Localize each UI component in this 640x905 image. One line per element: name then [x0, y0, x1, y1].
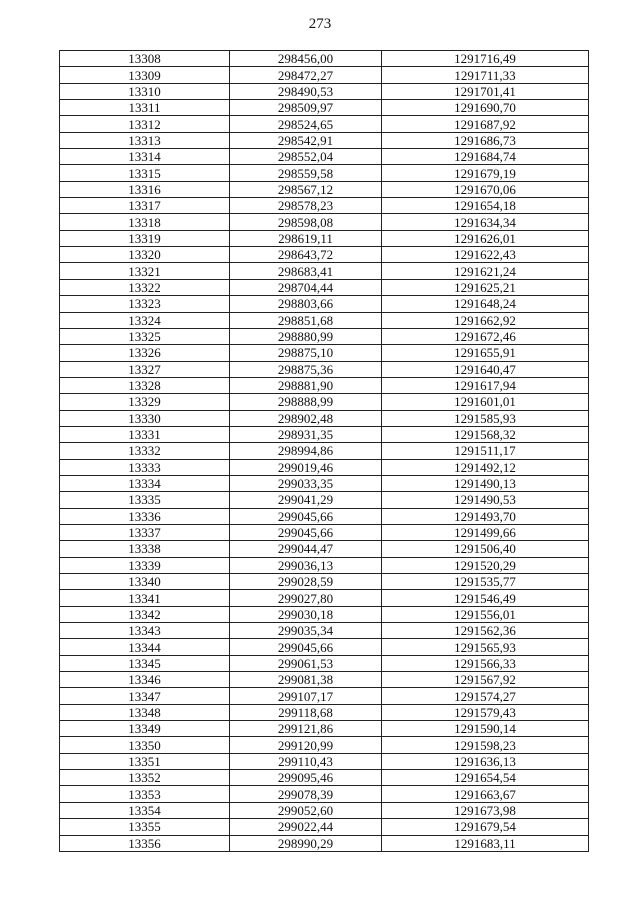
y-coordinate-cell: 1291686,73	[382, 132, 589, 148]
y-coordinate-cell: 1291670,06	[382, 181, 589, 197]
table-row	[60, 165, 589, 181]
table-row	[60, 557, 589, 573]
table-row	[60, 623, 589, 639]
point-number-cell: 13350	[60, 737, 230, 753]
x-coordinate-cell: 298578,23	[230, 198, 382, 214]
point-number-cell: 13341	[60, 590, 230, 606]
y-coordinate-cell: 1291662,92	[382, 312, 589, 328]
point-number-cell: 13355	[60, 819, 230, 835]
table-row	[60, 819, 589, 835]
table-row	[60, 51, 589, 67]
x-coordinate-cell: 299033,35	[230, 475, 382, 491]
point-number-cell: 13318	[60, 214, 230, 230]
y-coordinate-cell: 1291499,66	[382, 524, 589, 540]
x-coordinate-cell: 298456,00	[230, 51, 382, 67]
point-number-cell: 13317	[60, 198, 230, 214]
table-row	[60, 100, 589, 116]
x-coordinate-cell: 299044,47	[230, 541, 382, 557]
x-coordinate-cell: 298643,72	[230, 247, 382, 263]
y-coordinate-cell: 1291574,27	[382, 688, 589, 704]
y-coordinate-cell: 1291648,24	[382, 296, 589, 312]
point-number-cell: 13324	[60, 312, 230, 328]
point-number-cell: 13328	[60, 377, 230, 393]
table-row	[60, 230, 589, 246]
point-number-cell: 13334	[60, 475, 230, 491]
x-coordinate-cell: 299035,34	[230, 623, 382, 639]
x-coordinate-cell: 299041,29	[230, 492, 382, 508]
table-row	[60, 394, 589, 410]
x-coordinate-cell: 299061,53	[230, 655, 382, 671]
table-row	[60, 426, 589, 442]
point-number-cell: 13329	[60, 394, 230, 410]
y-coordinate-cell: 1291690,70	[382, 100, 589, 116]
point-number-cell: 13325	[60, 328, 230, 344]
point-number-cell: 13352	[60, 770, 230, 786]
table-row	[60, 802, 589, 818]
table-row	[60, 786, 589, 802]
y-coordinate-cell: 1291546,49	[382, 590, 589, 606]
y-coordinate-cell: 1291654,18	[382, 198, 589, 214]
x-coordinate-cell: 299045,66	[230, 508, 382, 524]
y-coordinate-cell: 1291679,19	[382, 165, 589, 181]
x-coordinate-cell: 299052,60	[230, 802, 382, 818]
point-number-cell: 13319	[60, 230, 230, 246]
table-row	[60, 639, 589, 655]
x-coordinate-cell: 298567,12	[230, 181, 382, 197]
y-coordinate-cell: 1291562,36	[382, 623, 589, 639]
y-coordinate-cell: 1291625,21	[382, 279, 589, 295]
point-number-cell: 13320	[60, 247, 230, 263]
table-row	[60, 198, 589, 214]
point-number-cell: 13348	[60, 704, 230, 720]
table-row	[60, 67, 589, 83]
x-coordinate-cell: 299027,80	[230, 590, 382, 606]
x-coordinate-cell: 299022,44	[230, 819, 382, 835]
table-row	[60, 83, 589, 99]
point-number-cell: 13338	[60, 541, 230, 557]
x-coordinate-cell: 299045,66	[230, 639, 382, 655]
x-coordinate-cell: 298704,44	[230, 279, 382, 295]
y-coordinate-cell: 1291687,92	[382, 116, 589, 132]
point-number-cell: 13333	[60, 459, 230, 475]
point-number-cell: 13335	[60, 492, 230, 508]
table-row	[60, 279, 589, 295]
y-coordinate-cell: 1291617,94	[382, 377, 589, 393]
table-row	[60, 590, 589, 606]
point-number-cell: 13327	[60, 361, 230, 377]
table-row	[60, 835, 589, 851]
y-coordinate-cell: 1291679,54	[382, 819, 589, 835]
y-coordinate-cell: 1291655,91	[382, 345, 589, 361]
x-coordinate-cell: 298990,29	[230, 835, 382, 851]
table-row	[60, 541, 589, 557]
point-number-cell: 13353	[60, 786, 230, 802]
table-row	[60, 672, 589, 688]
x-coordinate-cell: 299019,46	[230, 459, 382, 475]
point-number-cell: 13310	[60, 83, 230, 99]
y-coordinate-cell: 1291520,29	[382, 557, 589, 573]
point-number-cell: 13326	[60, 345, 230, 361]
x-coordinate-cell: 298683,41	[230, 263, 382, 279]
table-row	[60, 116, 589, 132]
x-coordinate-cell: 298524,65	[230, 116, 382, 132]
y-coordinate-cell: 1291490,53	[382, 492, 589, 508]
table-row	[60, 574, 589, 590]
x-coordinate-cell: 298888,99	[230, 394, 382, 410]
y-coordinate-cell: 1291683,11	[382, 835, 589, 851]
x-coordinate-cell: 298619,11	[230, 230, 382, 246]
x-coordinate-cell: 299030,18	[230, 606, 382, 622]
point-number-cell: 13312	[60, 116, 230, 132]
y-coordinate-cell: 1291556,01	[382, 606, 589, 622]
x-coordinate-cell: 298490,53	[230, 83, 382, 99]
table-row	[60, 181, 589, 197]
y-coordinate-cell: 1291640,47	[382, 361, 589, 377]
x-coordinate-cell: 298875,10	[230, 345, 382, 361]
y-coordinate-cell: 1291566,33	[382, 655, 589, 671]
table-row	[60, 770, 589, 786]
table-row	[60, 492, 589, 508]
table-row	[60, 361, 589, 377]
x-coordinate-cell: 299120,99	[230, 737, 382, 753]
x-coordinate-cell: 298931,35	[230, 426, 382, 442]
table-row	[60, 508, 589, 524]
table-row	[60, 149, 589, 165]
y-coordinate-cell: 1291626,01	[382, 230, 589, 246]
point-number-cell: 13316	[60, 181, 230, 197]
y-coordinate-cell: 1291701,41	[382, 83, 589, 99]
x-coordinate-cell: 298881,90	[230, 377, 382, 393]
x-coordinate-cell: 299078,39	[230, 786, 382, 802]
point-number-cell: 13322	[60, 279, 230, 295]
table-row	[60, 753, 589, 769]
x-coordinate-cell: 298598,08	[230, 214, 382, 230]
y-coordinate-cell: 1291506,40	[382, 541, 589, 557]
point-number-cell: 13337	[60, 524, 230, 540]
point-number-cell: 13345	[60, 655, 230, 671]
table-row	[60, 737, 589, 753]
y-coordinate-cell: 1291598,23	[382, 737, 589, 753]
table-row	[60, 443, 589, 459]
point-number-cell: 13311	[60, 100, 230, 116]
table-row	[60, 345, 589, 361]
y-coordinate-cell: 1291673,98	[382, 802, 589, 818]
y-coordinate-cell: 1291654,54	[382, 770, 589, 786]
x-coordinate-cell: 298509,97	[230, 100, 382, 116]
y-coordinate-cell: 1291579,43	[382, 704, 589, 720]
table-row	[60, 459, 589, 475]
page-number: 273	[308, 16, 332, 32]
x-coordinate-cell: 299107,17	[230, 688, 382, 704]
point-number-cell: 13346	[60, 672, 230, 688]
y-coordinate-cell: 1291636,13	[382, 753, 589, 769]
table-row	[60, 410, 589, 426]
table-row	[60, 377, 589, 393]
table-row	[60, 312, 589, 328]
point-number-cell: 13313	[60, 132, 230, 148]
point-number-cell: 13340	[60, 574, 230, 590]
table-row	[60, 214, 589, 230]
y-coordinate-cell: 1291568,32	[382, 426, 589, 442]
point-number-cell: 13309	[60, 67, 230, 83]
x-coordinate-cell: 298472,27	[230, 67, 382, 83]
y-coordinate-cell: 1291511,17	[382, 443, 589, 459]
point-number-cell: 13347	[60, 688, 230, 704]
y-coordinate-cell: 1291493,70	[382, 508, 589, 524]
y-coordinate-cell: 1291684,74	[382, 149, 589, 165]
y-coordinate-cell: 1291567,92	[382, 672, 589, 688]
point-number-cell: 13332	[60, 443, 230, 459]
point-number-cell: 13330	[60, 410, 230, 426]
point-number-cell: 13339	[60, 557, 230, 573]
y-coordinate-cell: 1291711,33	[382, 67, 589, 83]
y-coordinate-cell: 1291716,49	[382, 51, 589, 67]
x-coordinate-cell: 299110,43	[230, 753, 382, 769]
coordinates-table	[59, 50, 589, 852]
table-row	[60, 721, 589, 737]
y-coordinate-cell: 1291601,01	[382, 394, 589, 410]
point-number-cell: 13349	[60, 721, 230, 737]
x-coordinate-cell: 299028,59	[230, 574, 382, 590]
x-coordinate-cell: 299118,68	[230, 704, 382, 720]
y-coordinate-cell: 1291663,67	[382, 786, 589, 802]
y-coordinate-cell: 1291565,93	[382, 639, 589, 655]
table-row	[60, 296, 589, 312]
x-coordinate-cell: 299081,38	[230, 672, 382, 688]
x-coordinate-cell: 298902,48	[230, 410, 382, 426]
table-row	[60, 655, 589, 671]
point-number-cell: 13331	[60, 426, 230, 442]
point-number-cell: 13323	[60, 296, 230, 312]
point-number-cell: 13356	[60, 835, 230, 851]
y-coordinate-cell: 1291672,46	[382, 328, 589, 344]
table-row	[60, 263, 589, 279]
x-coordinate-cell: 298994,86	[230, 443, 382, 459]
x-coordinate-cell: 298552,04	[230, 149, 382, 165]
x-coordinate-cell: 299121,86	[230, 721, 382, 737]
x-coordinate-cell: 298542,91	[230, 132, 382, 148]
y-coordinate-cell: 1291590,14	[382, 721, 589, 737]
y-coordinate-cell: 1291585,93	[382, 410, 589, 426]
y-coordinate-cell: 1291634,34	[382, 214, 589, 230]
y-coordinate-cell: 1291492,12	[382, 459, 589, 475]
point-number-cell: 13344	[60, 639, 230, 655]
point-number-cell: 13315	[60, 165, 230, 181]
x-coordinate-cell: 298851,68	[230, 312, 382, 328]
table-row	[60, 132, 589, 148]
y-coordinate-cell: 1291490,13	[382, 475, 589, 491]
table-row	[60, 688, 589, 704]
x-coordinate-cell: 298880,99	[230, 328, 382, 344]
table-row	[60, 247, 589, 263]
x-coordinate-cell: 298875,36	[230, 361, 382, 377]
coordinates-table-body	[60, 51, 589, 852]
table-row	[60, 328, 589, 344]
table-row	[60, 606, 589, 622]
point-number-cell: 13342	[60, 606, 230, 622]
y-coordinate-cell: 1291622,43	[382, 247, 589, 263]
table-row	[60, 524, 589, 540]
point-number-cell: 13351	[60, 753, 230, 769]
y-coordinate-cell: 1291535,77	[382, 574, 589, 590]
x-coordinate-cell: 298559,58	[230, 165, 382, 181]
x-coordinate-cell: 299095,46	[230, 770, 382, 786]
point-number-cell: 13308	[60, 51, 230, 67]
point-number-cell: 13343	[60, 623, 230, 639]
table-row	[60, 704, 589, 720]
x-coordinate-cell: 299036,13	[230, 557, 382, 573]
y-coordinate-cell: 1291621,24	[382, 263, 589, 279]
point-number-cell: 13321	[60, 263, 230, 279]
point-number-cell: 13336	[60, 508, 230, 524]
x-coordinate-cell: 298803,66	[230, 296, 382, 312]
point-number-cell: 13354	[60, 802, 230, 818]
point-number-cell: 13314	[60, 149, 230, 165]
x-coordinate-cell: 299045,66	[230, 524, 382, 540]
table-row	[60, 475, 589, 491]
